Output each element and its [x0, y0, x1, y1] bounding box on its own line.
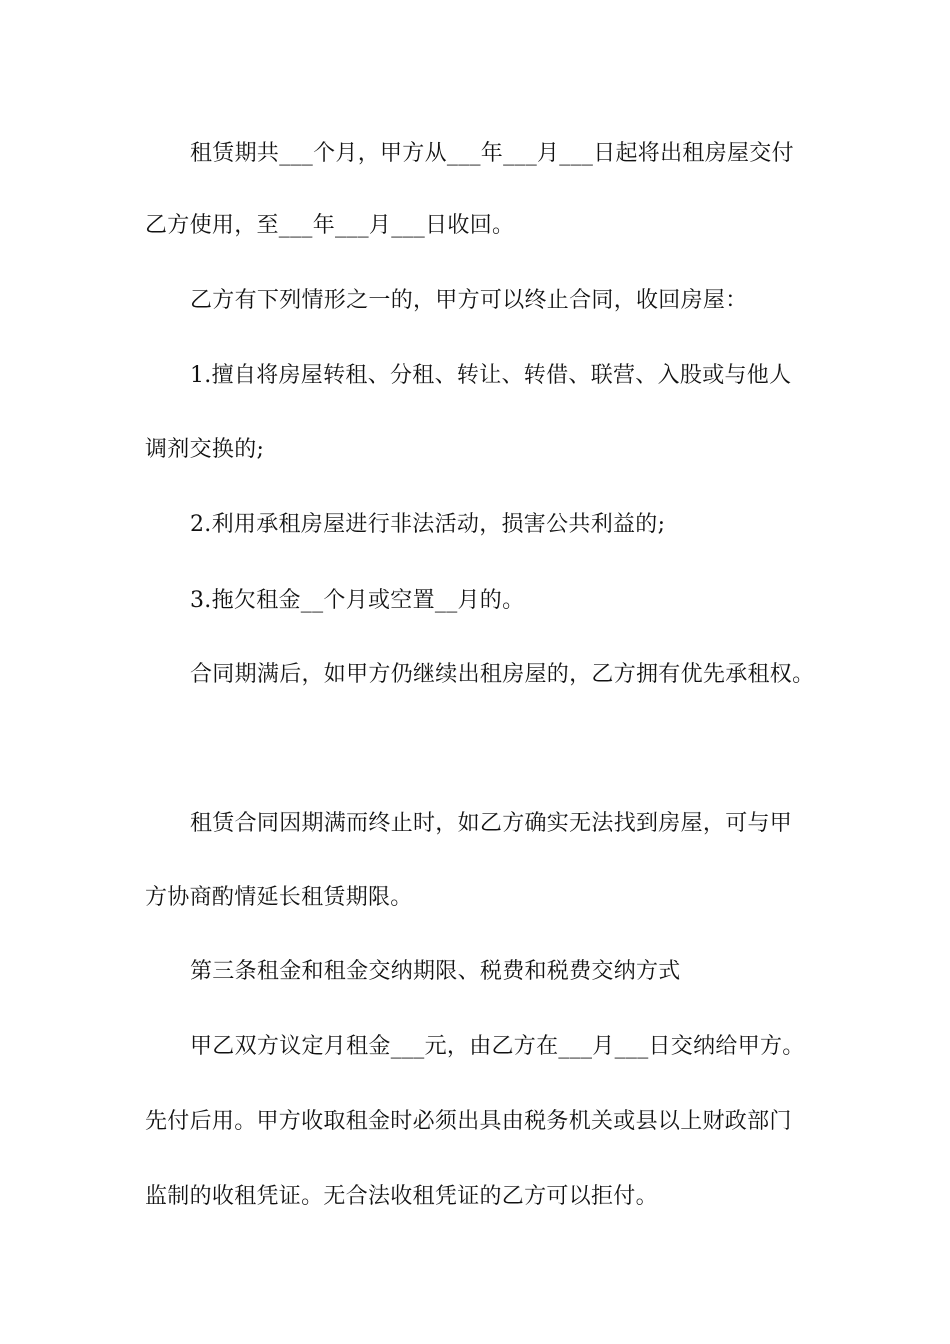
paragraph-line: 租赁合同因期满而终止时，如乙方确实无法找到房屋，可与甲: [190, 811, 793, 836]
section-heading: 第三条租金和租金交纳期限、税费和税费交纳方式: [190, 959, 681, 984]
paragraph-line: 租赁期共___个月，甲方从___年___月___日起将出租房屋交付: [190, 141, 794, 166]
paragraph-line: 乙方有下列情形之一的，甲方可以终止合同，收回房屋：: [190, 288, 748, 313]
paragraph-line: 乙方使用，至___年___月___日收回。: [145, 213, 515, 238]
list-item-line: 调剂交换的;: [145, 437, 265, 462]
paragraph-line: 先付后用。甲方收取租金时必须出具由税务机关或县以上财政部门: [145, 1109, 792, 1134]
paragraph-line: 监制的收租凭证。无合法收租凭证的乙方可以拒付。: [145, 1184, 658, 1209]
list-item-line: 1.擅自将房屋转租、分租、转让、转借、联营、入股或与他人: [190, 363, 792, 388]
paragraph-line: 合同期满后，如甲方仍继续出租房屋的，乙方拥有优先承租权。: [190, 662, 815, 687]
list-item-line: 3.拖欠租金__个月或空置__月的。: [190, 588, 525, 613]
paragraph-line: 甲乙双方议定月租金___元，由乙方在___月___日交纳给甲方。: [190, 1034, 805, 1059]
list-item-line: 2.利用承租房屋进行非法活动，损害公共利益的;: [190, 512, 666, 537]
paragraph-line: 方协商酌情延长租赁期限。: [145, 885, 413, 910]
